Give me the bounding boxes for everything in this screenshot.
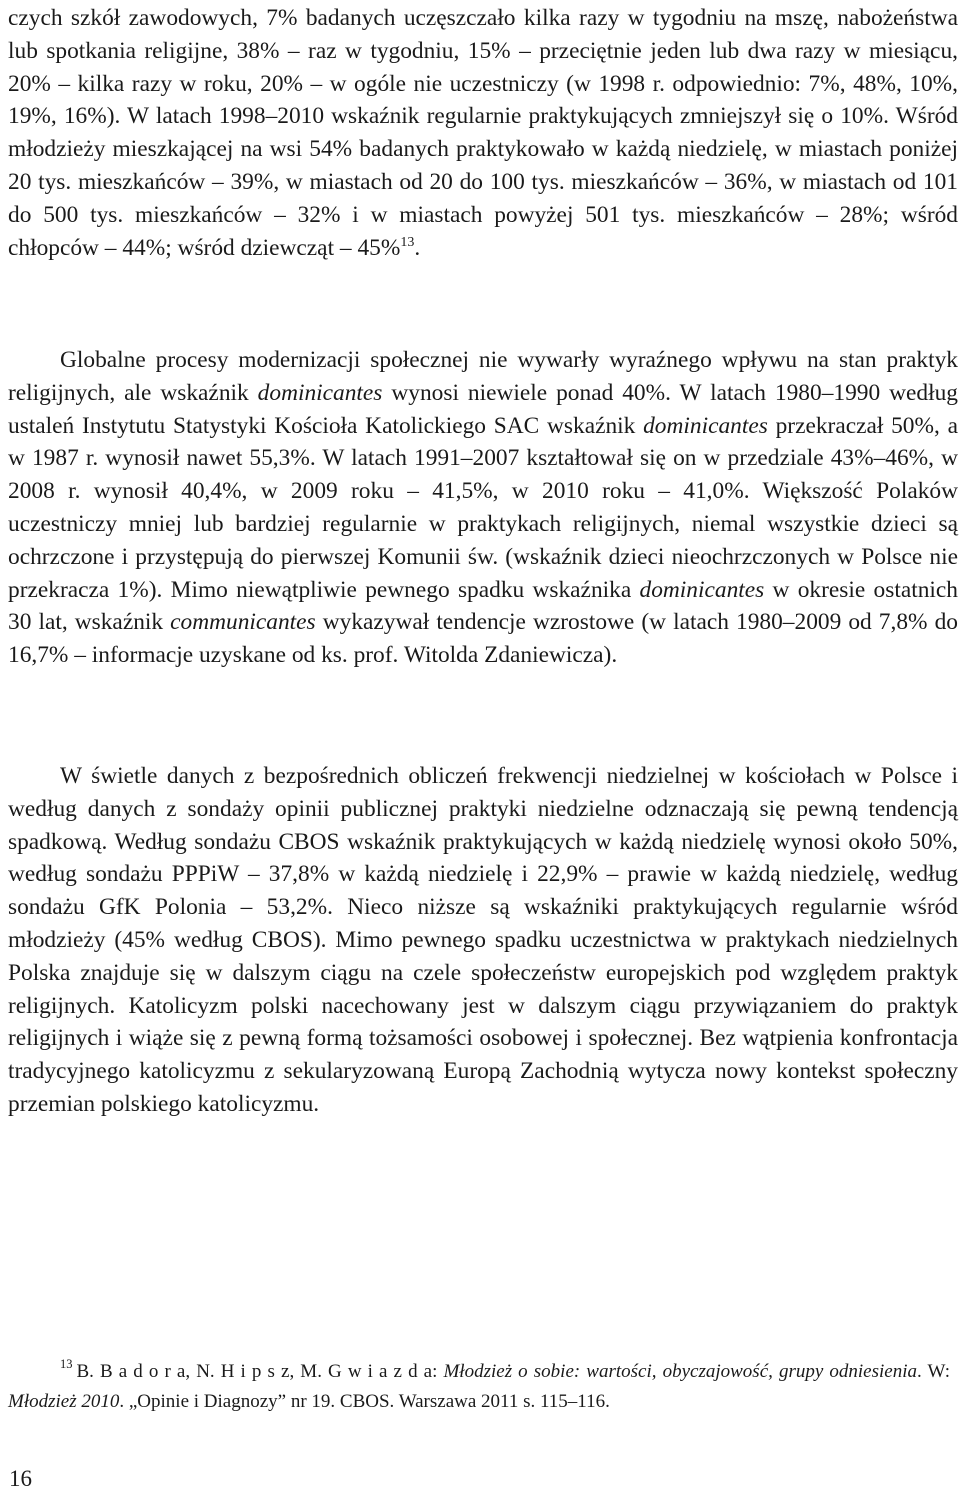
term-dominicantes: dominicantes [639, 576, 765, 603]
footnote-text: . W: [916, 1361, 950, 1382]
paragraph-2 [8, 344, 958, 672]
footnote-source: Młodzież 2010 [8, 1391, 120, 1412]
footnote-author: B. B a d o r a [76, 1361, 186, 1382]
footnote-author: N. H i p s z [196, 1361, 290, 1382]
paragraph-1-text: czych szkół zawodowych, 7% badanych uczęszczało kilka razy w tygodniu na mszę, nabożeństwa lub spotkania religijne, 38% – raz w tygodniu, 15% – przeciętnie jeden lub dwa razy w miesiącu, 20% – kilka razy w roku, 20% – w ogóle nie uczestniczy (w 1998 r. odpowiednio: 7%, 48%, 10%, 19%, 16%). W latach 1998–2010 wskaźnik regularnie praktykujących zmniejszył się o 10%. Wśród młodzieży mieszkającej na wsi 54% badanych praktykowało w każdą niedzielę, w miastach poniżej 20 tys. mieszkańców – 39%, w miastach od 20 do 100 tys. mieszkańców – 36%, w miastach od 101 do 500 tys. mieszkańców – 32% i w miastach powyżej 501 tys. mieszkańców – 28%; wśród chłopców – 44%; wśród dziewcząt – 45% [8, 5, 958, 261]
paragraph-2-text: Globalne procesy modernizacji społecznej nie wywarły wyraźnego wpływu na stan praktyk religijnych, ale wskaźnik [8, 347, 958, 406]
paragraph-1 [8, 2, 958, 264]
paragraph-2-text: w okresie ostatnich 30 lat, wskaźnik [8, 576, 958, 636]
footnote-separator-text: , [289, 1361, 301, 1382]
paragraph-3 [8, 760, 958, 1121]
page-number: 16 [9, 1466, 32, 1491]
footnote-title: Młodzież o sobie: wartości, obyczajowość, grupy odniesienia [443, 1361, 917, 1382]
paragraph-2-text: przekraczał 50%, a w 1987 r. wynosił nawet 55,3%. W latach 1991–2007 kształtował się on w przedziale 43%–46%, w 2008 r. wynosił 40,4%, w 2009 roku – 41,5%, w 2010 roku – 41,0%. Większość Polaków uczestniczy mniej lub bardziej regularnie w praktykach religijnych, niemal wszystkie dzieci są ochrzczone i przystępują do pierwszej Komunii św. (wskaźnik dzieci nieochrzczonych w Polsce nie przekracza 1%). Mimo niewątpliwie pewnego spadku wskaźnika [8, 412, 958, 603]
footnote [8, 1357, 950, 1417]
footnote-text: . „Opinie i Diagnozy” nr 19. CBOS. Warszawa 2011 s. 115–116. [119, 1391, 610, 1412]
footnote-separator-text: : [432, 1361, 444, 1382]
footnote-reference[interactable]: 13 [400, 234, 415, 250]
term-communicantes: communicantes [170, 609, 316, 636]
paragraph-2-text: wynosi niewiele ponad 40%. W latach 1980–1990 według ustaleń Instytutu Statystyki Kościoła Katolickiego SAC wskaźnik [8, 379, 958, 439]
footnote-number: 13 [60, 1357, 73, 1371]
paragraph-1-end: . [414, 234, 421, 261]
term-dominicantes: dominicantes [643, 412, 768, 439]
paragraph-2-text: wykazywał tendencje wzrostowe (w latach 1980–2009 od 7,8% do 16,7% – informacje uzyskane od ks. prof. Witolda Zdaniewicza). [8, 609, 958, 669]
term-dominicantes: dominicantes [257, 379, 383, 406]
footnote-separator-text: , [185, 1361, 197, 1382]
footnote-author: M. G w i a z d a [300, 1361, 433, 1382]
paragraph-3-text: W świetle danych z bezpośrednich obliczeń frekwencji niedzielnej w kościołach w Polsce i według danych z sondaży opinii publicznej praktyki niedzielne odznaczają się pewną tendencją spadkową. Według sondażu CBOS wskaźnik praktykujących w każdą niedzielę wynosi około 50%, według sondażu PPPiW – 37,8% w każdą niedzielę i 22,9% – prawie w każdą niedzielę, według sondażu GfK Polonia – 53,2%. Nieco niższe są wskaźniki praktykujących regularnie wśród młodzieży (45% według CBOS). Mimo pewnego spadku uczestnictwa w praktykach niedzielnych Polska znajduje się w dalszym ciągu na czele społeczeństw europejskich pod względem praktyk religijnych. Katolicyzm polski nacechowany jest w dalszym ciągu przywiązaniem do praktyk religijnych i wiąże się z pewną formą tożsamości osobowej i społecznej. Bez wątpienia konfrontacja tradycyjnego katolicyzmu z sekularyzowaną Europą Zachodnią wytycza nowy kontekst społeczny przemian polskiego katolicyzmu. [8, 763, 958, 1117]
